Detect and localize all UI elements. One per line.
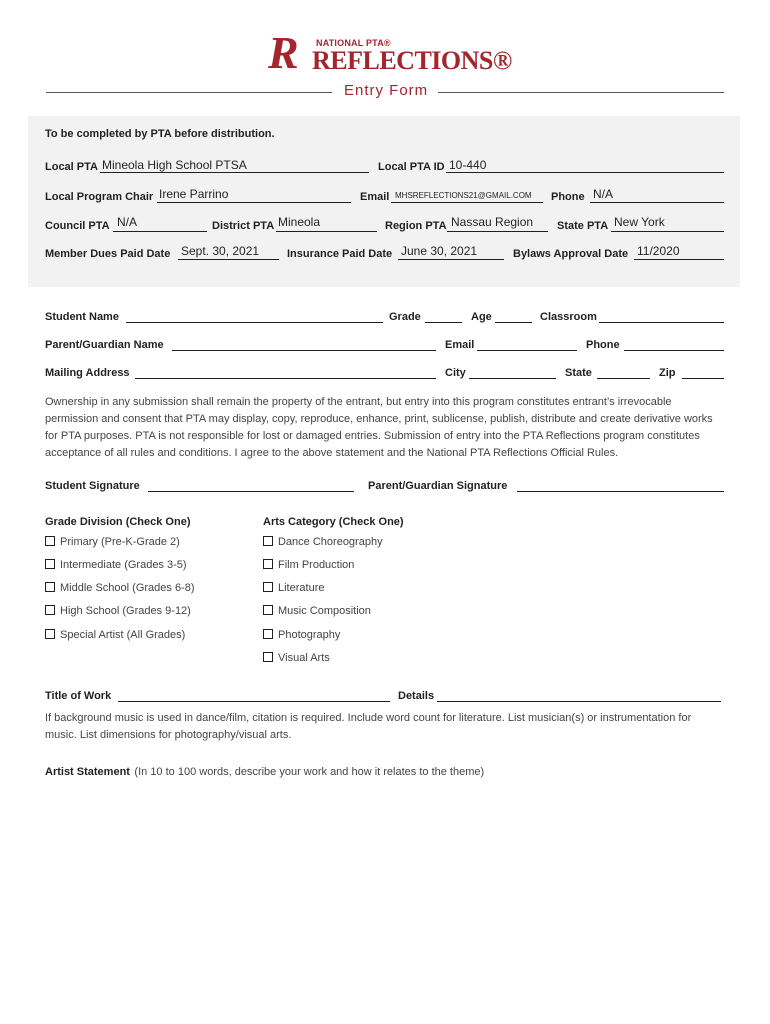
local-pta-id-label: Local PTA ID — [378, 161, 445, 173]
region-label: Region PTA — [385, 220, 447, 232]
program-chair-label: Local Program Chair — [45, 191, 154, 203]
parent-name-field[interactable] — [172, 350, 436, 351]
email-value: MHSREFLECTIONS21@GMAIL.COM — [395, 191, 532, 200]
checkbox-icon[interactable] — [263, 536, 273, 546]
insurance-value: June 30, 2021 — [401, 244, 478, 258]
student-signature-label: Student Signature — [45, 480, 140, 492]
dues-value: Sept. 30, 2021 — [181, 244, 260, 258]
grade-option-high-school[interactable]: High School (Grades 9-12) — [45, 605, 191, 617]
grade-label: Grade — [389, 311, 421, 323]
parent-email-label: Email — [445, 339, 475, 351]
details-field[interactable] — [437, 701, 721, 702]
zip-field[interactable] — [682, 378, 724, 379]
address-state-label: State — [565, 367, 592, 379]
state-field[interactable] — [611, 231, 724, 232]
phone-label: Phone — [551, 191, 585, 203]
checkbox-icon[interactable] — [45, 582, 55, 592]
parent-name-label: Parent/Guardian Name — [45, 339, 164, 351]
reflections-logo — [268, 27, 512, 78]
artist-statement-label: Artist Statement — [45, 766, 130, 778]
phone-value: N/A — [593, 187, 614, 201]
artist-statement-hint: (In 10 to 100 words, describe your work and how it relates to the theme) — [134, 766, 485, 778]
arts-option-dance[interactable]: Dance Choreography — [263, 536, 383, 548]
local-pta-id-value: 10-440 — [449, 158, 487, 172]
council-field[interactable] — [113, 231, 207, 232]
city-field[interactable] — [469, 378, 556, 379]
checkbox-icon[interactable] — [45, 536, 55, 546]
grade-option-middle-school[interactable]: Middle School (Grades 6-8) — [45, 582, 195, 594]
checkbox-icon[interactable] — [45, 629, 55, 639]
parent-email-field[interactable] — [477, 350, 577, 351]
artist-statement-area[interactable] — [45, 785, 725, 985]
arts-category-heading: Arts Category (Check One) — [263, 516, 404, 528]
arts-option-music[interactable]: Music Composition — [263, 605, 371, 617]
checkbox-icon[interactable] — [263, 559, 273, 569]
parent-phone-label: Phone — [586, 339, 620, 351]
student-signature-field[interactable] — [148, 491, 354, 492]
council-value: N/A — [117, 215, 138, 229]
zip-label: Zip — [659, 367, 676, 379]
local-pta-field[interactable] — [100, 172, 369, 173]
logo-program: REFLECTIONS® — [312, 46, 512, 75]
local-pta-id-field[interactable] — [446, 172, 724, 173]
checkbox-icon[interactable] — [263, 605, 273, 615]
grade-option-primary[interactable]: Primary (Pre-K-Grade 2) — [45, 536, 180, 548]
checkbox-icon[interactable] — [263, 582, 273, 592]
arts-option-visual-arts[interactable]: Visual Arts — [263, 652, 330, 664]
pta-section-heading: To be completed by PTA before distribution. — [45, 128, 275, 140]
checkbox-icon[interactable] — [45, 559, 55, 569]
title-of-work-field[interactable] — [118, 701, 390, 702]
local-pta-value: Mineola High School PTSA — [102, 158, 247, 172]
artist-statement — [45, 762, 484, 780]
student-name-label: Student Name — [45, 311, 119, 323]
district-value: Mineola — [278, 215, 321, 229]
dues-field[interactable] — [178, 259, 279, 260]
dues-label: Member Dues Paid Date — [45, 248, 171, 260]
bylaws-value: 11/2020 — [637, 244, 680, 258]
state-value: New York — [614, 215, 665, 229]
program-chair-value: Irene Parrino — [159, 187, 229, 201]
city-label: City — [445, 367, 466, 379]
program-chair-field[interactable] — [157, 202, 351, 203]
title-of-work-label: Title of Work — [45, 690, 112, 702]
parent-signature-field[interactable] — [517, 491, 724, 492]
classroom-field[interactable] — [599, 322, 724, 323]
address-state-field[interactable] — [597, 378, 650, 379]
council-label: Council PTA — [45, 220, 110, 232]
grade-field[interactable] — [425, 322, 462, 323]
logo-r-mark: R — [268, 27, 299, 78]
bylaws-label: Bylaws Approval Date — [513, 248, 629, 260]
grade-option-intermediate[interactable]: Intermediate (Grades 3-5) — [45, 559, 187, 571]
arts-option-film[interactable]: Film Production — [263, 559, 354, 571]
arts-option-literature[interactable]: Literature — [263, 582, 324, 594]
mailing-address-label: Mailing Address — [45, 367, 130, 379]
district-label: District PTA — [212, 220, 275, 232]
district-field[interactable] — [276, 231, 377, 232]
parent-phone-field[interactable] — [624, 350, 724, 351]
insurance-label: Insurance Paid Date — [287, 248, 393, 260]
logo-org: NATIONAL PTA® — [316, 38, 391, 48]
grade-division-heading: Grade Division (Check One) — [45, 516, 191, 528]
agreement-text: Ownership in any submission shall remain the property of the entrant, but entry into this program constitutes entrant’s irrevocable permission and consent that PTA may display, copy, reproduce, enhance, print, sublicense, publish, distribute and create derivative works for PTA purposes. PTA is not responsible for lost or damaged entries. Submission of entry into the PTA Reflections program constitutes acceptance of all rules and conditions. I agree to the above statement and the National PTA Reflections Official Rules. — [45, 396, 713, 459]
work-note: If background music is used in dance/film, citation is required. Include word count for literature. List musician(s) or instrumentation for music. List dimensions for photography/visual arts. — [45, 712, 692, 741]
local-pta-label: Local PTA — [45, 161, 98, 173]
email-field[interactable] — [391, 202, 543, 203]
divider-left — [46, 92, 332, 93]
age-label: Age — [471, 311, 492, 323]
checkbox-icon[interactable] — [263, 629, 273, 639]
arts-option-photography[interactable]: Photography — [263, 629, 340, 641]
checkbox-icon[interactable] — [45, 605, 55, 615]
form-title: Entry Form — [344, 82, 429, 99]
details-label: Details — [398, 690, 435, 702]
grade-option-special-artist[interactable]: Special Artist (All Grades) — [45, 629, 185, 641]
age-field[interactable] — [495, 322, 532, 323]
checkbox-icon[interactable] — [263, 652, 273, 662]
classroom-label: Classroom — [540, 311, 597, 323]
divider-right — [438, 92, 724, 93]
region-value: Nassau Region — [451, 215, 534, 229]
state-label: State PTA — [557, 220, 609, 232]
phone-field[interactable] — [590, 202, 724, 203]
mailing-address-field[interactable] — [135, 378, 436, 379]
email-label: Email — [360, 191, 390, 203]
bylaws-field[interactable] — [634, 259, 724, 260]
insurance-field[interactable] — [398, 259, 504, 260]
region-field[interactable] — [447, 231, 548, 232]
parent-signature-label: Parent/Guardian Signature — [368, 480, 508, 492]
student-name-field[interactable] — [126, 322, 383, 323]
